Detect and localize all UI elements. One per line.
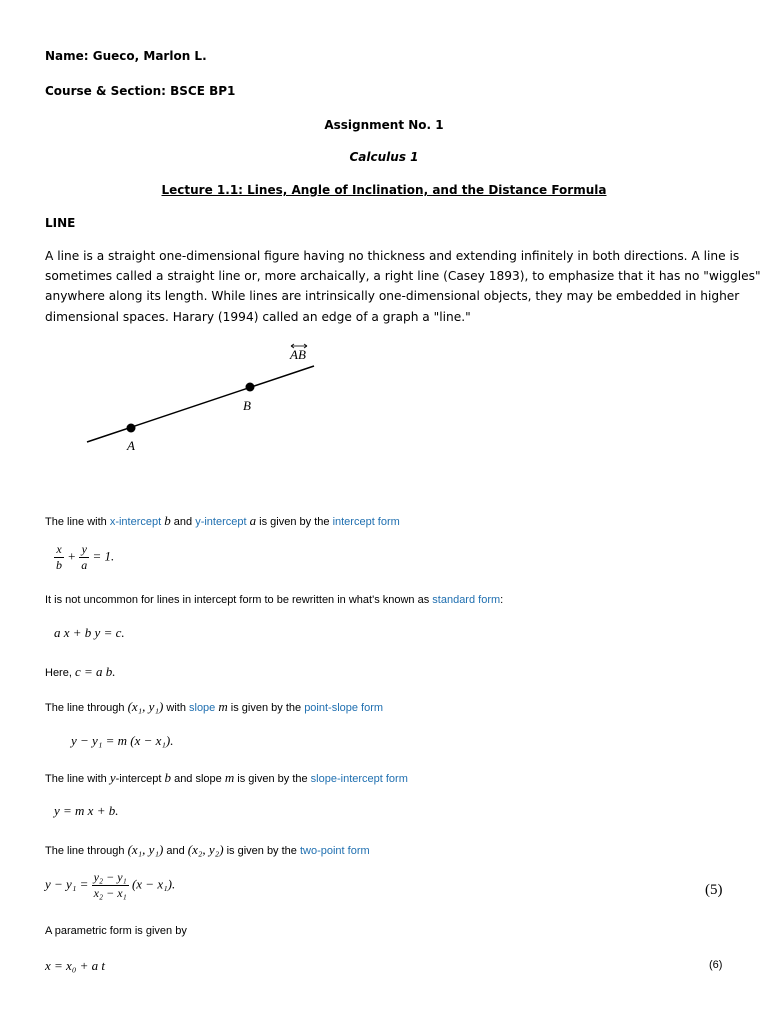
parametric-sentence: A parametric form is given by bbox=[45, 925, 187, 937]
equation-rhs: = 1. bbox=[92, 548, 115, 564]
student-name: Name: Gueco, Marlon L. bbox=[45, 49, 207, 63]
section-title: LINE bbox=[45, 216, 76, 230]
equation-rhs: (x − x₁). bbox=[131, 876, 176, 892]
lecture-title bbox=[0, 183, 768, 197]
slope-link[interactable]: slope bbox=[189, 702, 216, 714]
fraction bbox=[79, 542, 89, 573]
line-ab-figure bbox=[80, 340, 330, 460]
standard-form-link[interactable]: standard form bbox=[432, 594, 501, 606]
fraction bbox=[92, 870, 129, 901]
point-slope-form-link[interactable]: point-slope form bbox=[304, 702, 384, 714]
paragraph-line: anywhere along its length. While lines are intrinsically one-dimensional objects, they may be embedded in higher bbox=[45, 289, 740, 304]
text: is given by the bbox=[227, 702, 305, 714]
line-label: AB bbox=[290, 347, 306, 362]
math-var: m bbox=[218, 699, 228, 714]
point-expr: (x₂, y₂) bbox=[187, 842, 224, 857]
text: The line with bbox=[45, 516, 110, 528]
here-sentence bbox=[45, 664, 116, 680]
text: and slope bbox=[171, 773, 225, 785]
intercept-form-link[interactable]: intercept form bbox=[332, 516, 400, 528]
assignment-title: Assignment No. 1 bbox=[324, 118, 444, 132]
denominator: a bbox=[81, 558, 88, 572]
paragraph-line: A line is a straight one-dimensional figure having no thickness and extending infinitely in both directions. A line is bbox=[45, 249, 740, 263]
text: is given by the bbox=[223, 845, 300, 857]
intercept-form-equation bbox=[54, 542, 114, 573]
two-point-form-link[interactable]: two-point form bbox=[299, 845, 370, 857]
math-var: y bbox=[109, 770, 116, 785]
numerator: y bbox=[81, 542, 87, 556]
point-a bbox=[127, 424, 136, 433]
point-a-label: A bbox=[127, 438, 135, 453]
standard-form-sentence bbox=[45, 594, 503, 606]
text: and bbox=[163, 845, 188, 857]
slope-intercept-equation: y = m x + b. bbox=[54, 803, 119, 818]
numerator: x bbox=[56, 542, 62, 556]
math-var: b bbox=[164, 770, 172, 785]
two-point-equation bbox=[45, 870, 175, 901]
point-b bbox=[246, 383, 255, 392]
intercept-form-sentence bbox=[45, 513, 400, 529]
text: The line through bbox=[45, 845, 128, 857]
line-ab bbox=[87, 366, 314, 442]
text: is given by the bbox=[256, 516, 333, 528]
here-equation: c = a b. bbox=[74, 664, 116, 679]
text: -intercept bbox=[115, 773, 165, 785]
text: Here, bbox=[45, 667, 75, 679]
subject-title: Calculus 1 bbox=[349, 150, 419, 164]
equation-number: (6) bbox=[709, 959, 723, 971]
equation-number: (5) bbox=[705, 882, 723, 898]
point-expr: (x₁, y₁) bbox=[127, 842, 164, 857]
y-intercept-link[interactable]: y-intercept bbox=[195, 516, 247, 528]
course-section: Course & Section: BSCE BP1 bbox=[45, 84, 236, 98]
two-point-sentence bbox=[45, 842, 370, 858]
plus-sign: + bbox=[67, 548, 77, 564]
text: is given by the bbox=[234, 773, 311, 785]
denominator: x₂ − x₁ bbox=[93, 886, 127, 900]
denominator: b bbox=[56, 558, 62, 572]
numerator: y₂ − y₁ bbox=[93, 870, 127, 884]
slope-intercept-form-link[interactable]: slope-intercept form bbox=[310, 773, 408, 785]
point-expr: (x₁, y₁) bbox=[127, 699, 164, 714]
text: and bbox=[170, 516, 196, 528]
point-slope-equation: y − y₁ = m (x − x₁). bbox=[71, 733, 174, 748]
point-b-label: B bbox=[243, 398, 251, 413]
text: The line through bbox=[45, 702, 128, 714]
line-definition-paragraph bbox=[45, 246, 761, 327]
lecture-title-text: Lecture 1.1: Lines, Angle of Inclination, and the Distance Formula bbox=[161, 183, 607, 197]
text: : bbox=[500, 594, 504, 606]
text: It is not uncommon for lines in intercept form to be rewritten in what's known as bbox=[45, 594, 433, 606]
text: The line with bbox=[45, 773, 110, 785]
text: with bbox=[163, 702, 189, 714]
slope-intercept-sentence bbox=[45, 770, 408, 786]
math-var: a bbox=[249, 513, 257, 528]
x-intercept-link[interactable]: x-intercept bbox=[109, 516, 162, 528]
equation-lhs: y − y₁ = bbox=[45, 876, 89, 892]
fraction bbox=[54, 542, 64, 573]
standard-form-equation: a x + b y = c. bbox=[54, 625, 125, 640]
paragraph-line: dimensional spaces. Harary (1994) called an edge of a graph a "line." bbox=[45, 309, 471, 324]
math-var: b bbox=[164, 513, 171, 528]
parametric-equation: x = x₀ + a t bbox=[45, 958, 105, 973]
paragraph-line: sometimes called a straight line or, more archaically, a right line (Casey 1893), to emphasize that it has no "wiggles" bbox=[45, 269, 761, 284]
point-slope-sentence bbox=[45, 699, 383, 715]
math-var: m bbox=[224, 770, 235, 785]
